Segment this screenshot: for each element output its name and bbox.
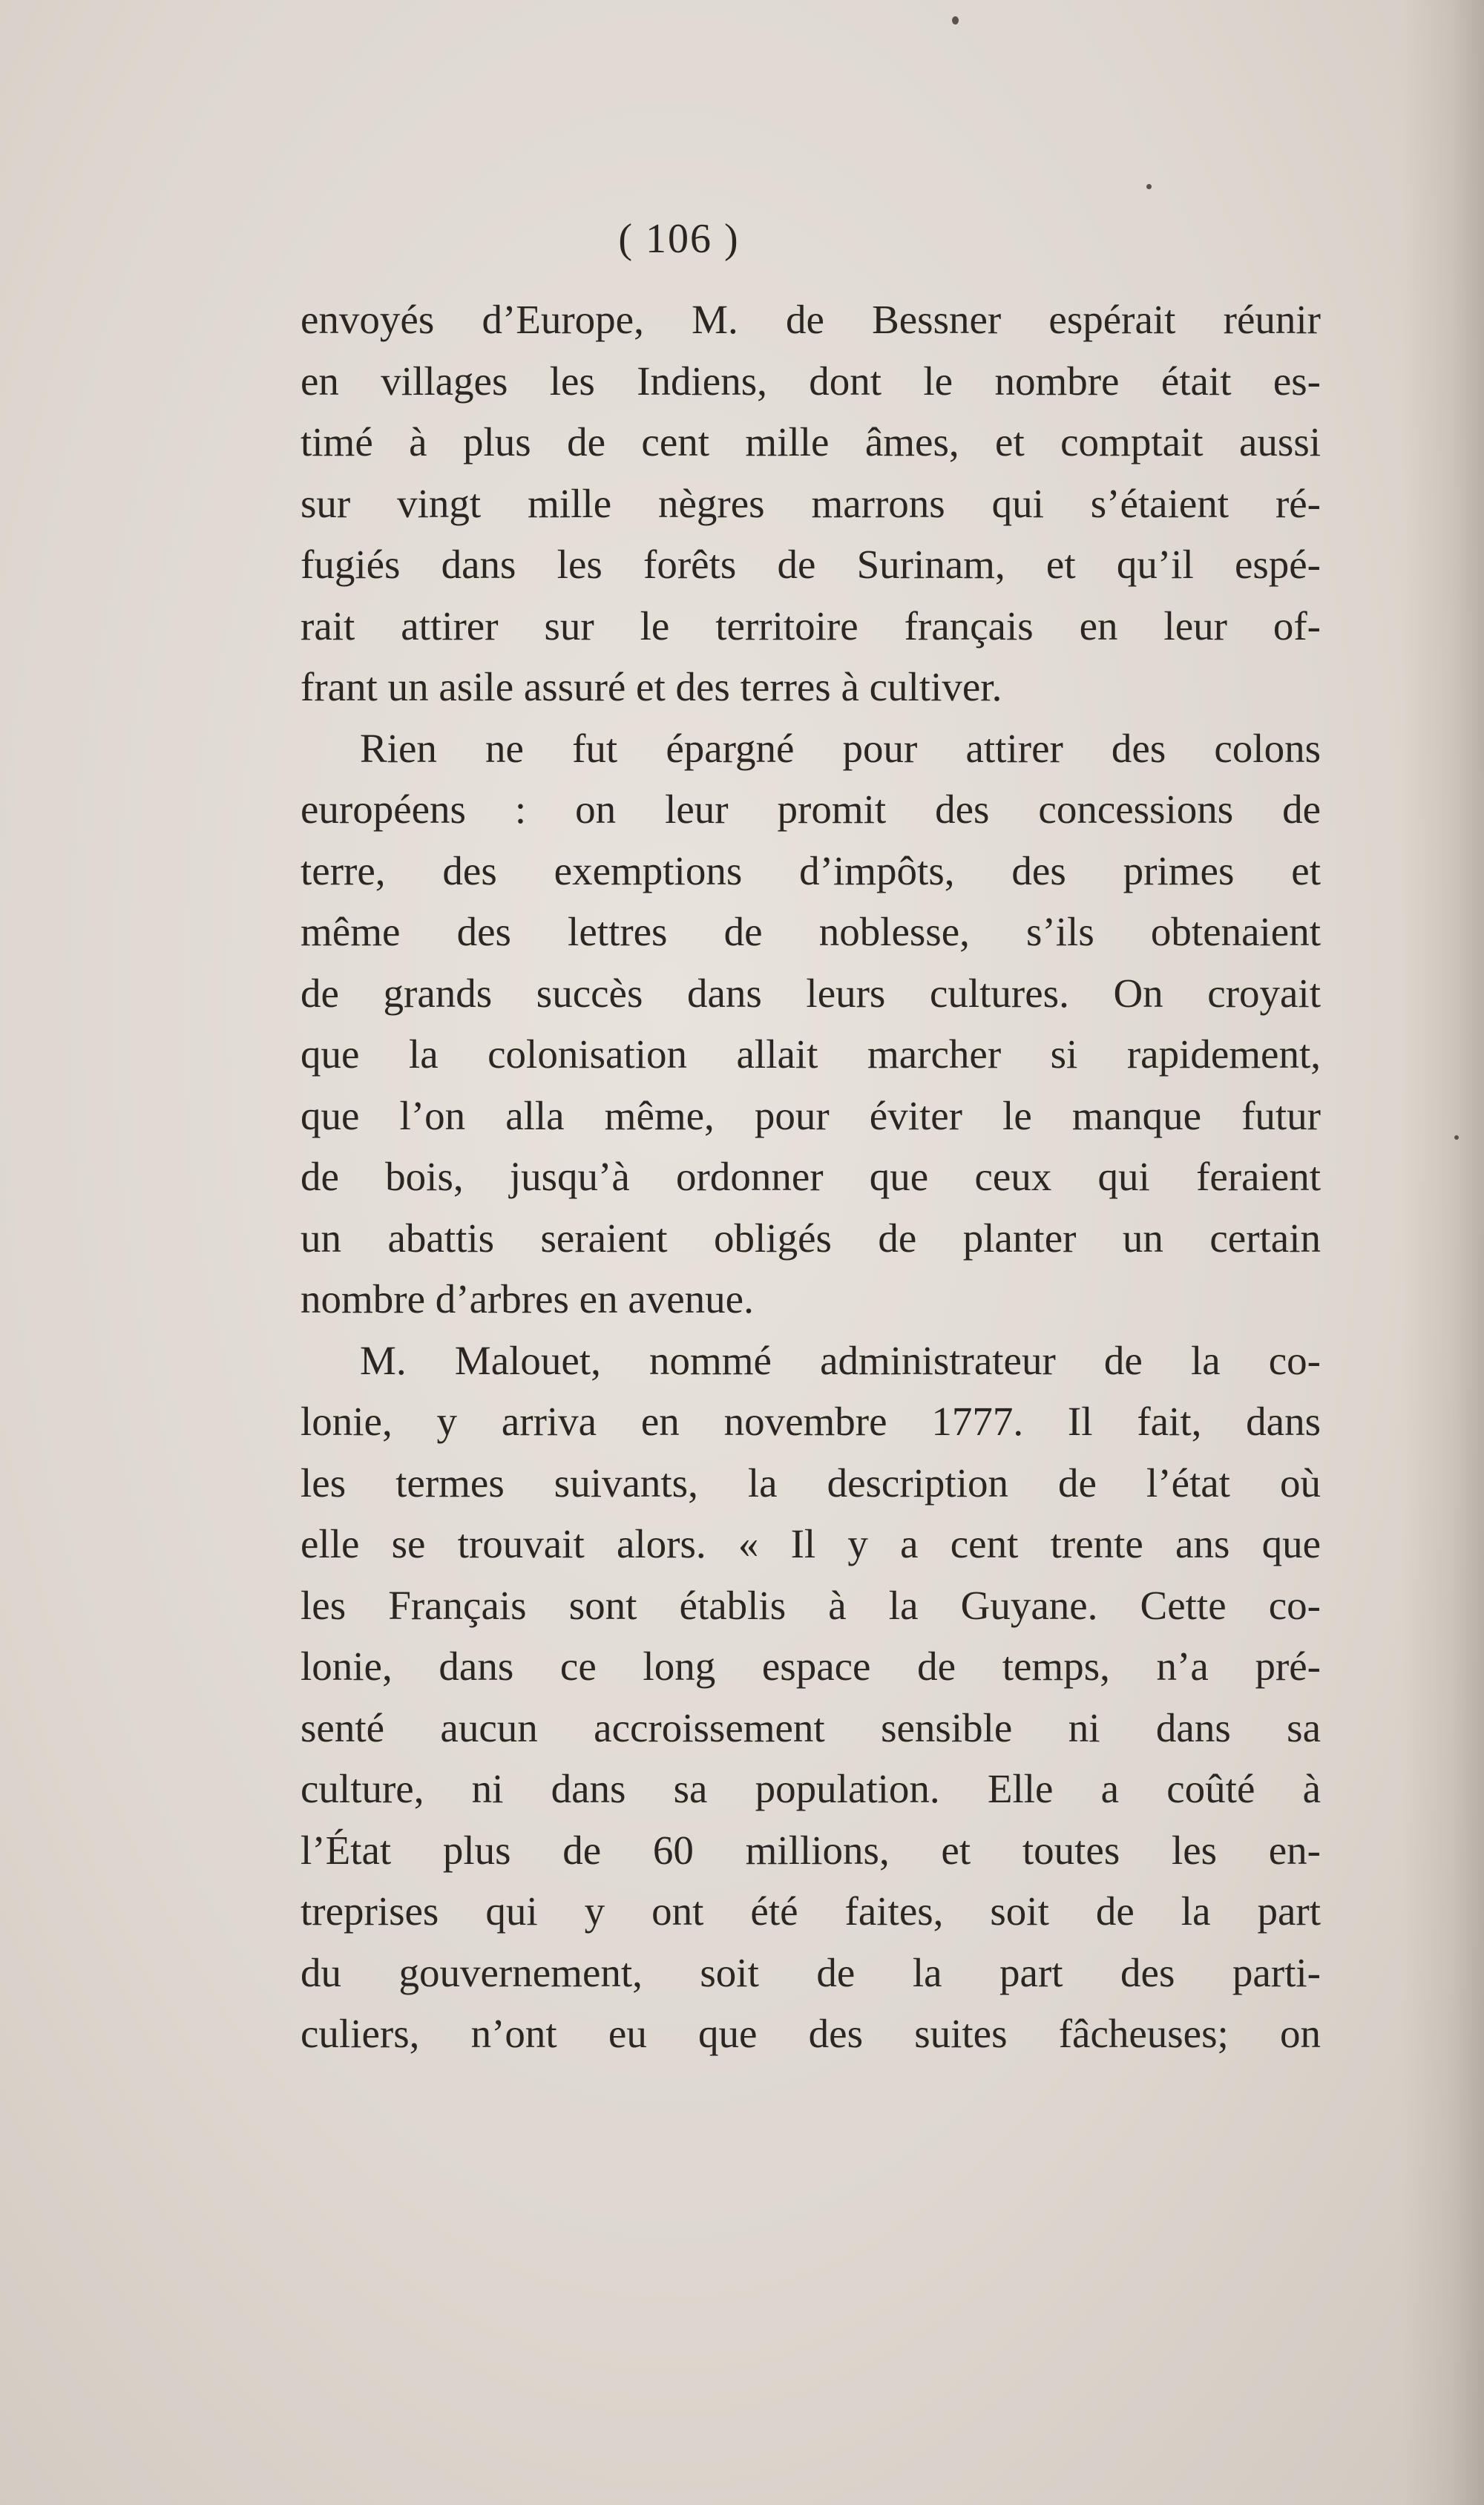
text-line: frant un asile assuré et des terres à cultiver.	[301, 664, 1002, 709]
text-line: du gouvernement, soit de la part des parti-	[301, 1949, 1321, 1995]
text-line: que la colonisation allait marcher si rapidement,	[301, 1031, 1321, 1077]
text-line: sur vingt mille nègres marrons qui s’étaient ré-	[301, 480, 1321, 526]
text-line: les Français sont établis à la Guyane. Cette co-	[301, 1582, 1321, 1628]
text-line: fugiés dans les forêts de Surinam, et qu’il espé-	[301, 542, 1321, 587]
paragraph	[301, 718, 1321, 1330]
text-line: terre, des exemptions d’impôts, des primes et	[301, 847, 1321, 893]
text-line: en villages les Indiens, dont le nombre était es-	[301, 358, 1321, 404]
text-line: elle se trouvait alors. « Il y a cent trente ans que	[301, 1521, 1321, 1566]
text-line: culiers, n’ont eu que des suites fâcheuses; on	[301, 2011, 1321, 2056]
text-line: les termes suivants, la description de l’état où	[301, 1460, 1321, 1506]
paper-speck	[1454, 1135, 1459, 1140]
text-line: lonie, y arriva en novembre 1777. Il fait, dans	[301, 1399, 1321, 1444]
text-line: même des lettres de noblesse, s’ils obtenaient	[301, 909, 1321, 954]
text-line: un abattis seraient obligés de planter un certain	[301, 1215, 1321, 1261]
page-number: ( 106 )	[618, 216, 740, 262]
paragraph	[301, 289, 1321, 718]
text-line: timé à plus de cent mille âmes, et comptait aussi	[301, 419, 1321, 464]
text-line: treprises qui y ont été faites, soit de la part	[301, 1888, 1321, 1934]
text-line: culture, ni dans sa population. Elle a coûté à	[301, 1766, 1321, 1811]
text-line: Rien ne fut épargné pour attirer des colons	[360, 725, 1321, 771]
text-line: l’État plus de 60 millions, et toutes les en-	[301, 1827, 1321, 1873]
paper-speck	[952, 16, 959, 24]
text-line: de grands succès dans leurs cultures. On croyait	[301, 970, 1321, 1016]
page-edge-shadow	[1402, 0, 1484, 2505]
text-line: de bois, jusqu’à ordonner que ceux qui feraient	[301, 1154, 1321, 1199]
text-line: lonie, dans ce long espace de temps, n’a pré-	[301, 1644, 1321, 1689]
text-line: rait attirer sur le territoire français en leur of-	[301, 603, 1321, 649]
text-line: que l’on alla même, pour éviter le manque futur	[301, 1092, 1321, 1138]
paper-speck	[1146, 184, 1152, 189]
text-line: envoyés d’Europe, M. de Bessner espérait réunir	[301, 297, 1321, 342]
paragraph	[301, 1330, 1321, 2065]
text-line: nombre d’arbres en avenue.	[301, 1276, 754, 1322]
text-line: senté aucun accroissement sensible ni dans sa	[301, 1704, 1321, 1750]
text-line: M. Malouet, nommé administrateur de la co-	[360, 1337, 1321, 1383]
text-line: européens : on leur promit des concessions de	[301, 787, 1321, 832]
body-text	[301, 289, 1321, 2065]
